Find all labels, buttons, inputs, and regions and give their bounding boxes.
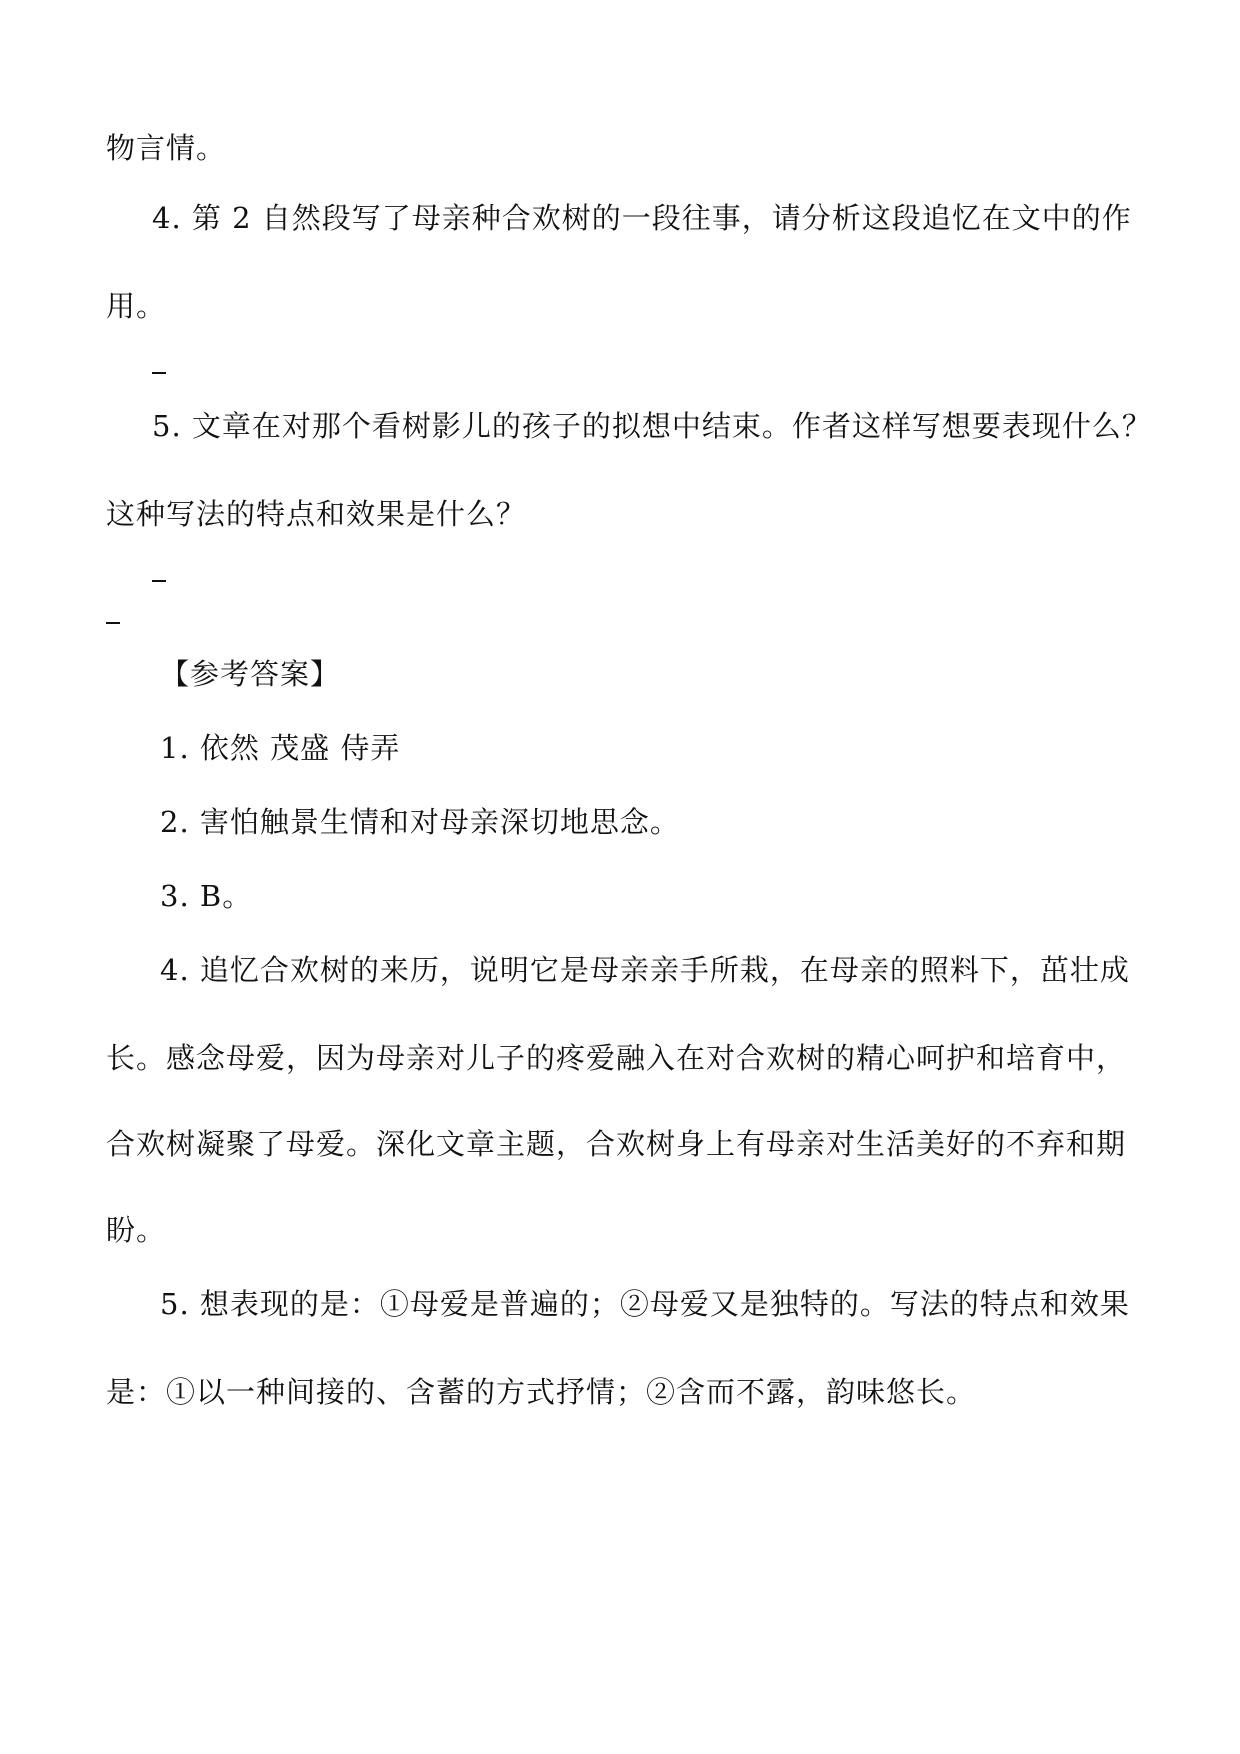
answer-2: 2. 害怕触景生情和对母亲深切地思念。 [160, 805, 680, 839]
answer-5-line-2: 是：①以一种间接的、含蓄的方式抒情；②含而不露，韵味悠长。 [106, 1375, 977, 1409]
answer-4-line-1: 4. 追忆合欢树的来历，说明它是母亲亲手所栽，在母亲的照料下，茁壮成 [160, 953, 1130, 987]
answer-4-line-4: 盼。 [106, 1213, 167, 1247]
answer-blank-5a [152, 580, 166, 582]
question-4-line-1: 4. 第 2 自然段写了母亲种合欢树的一段往事，请分析这段追忆在文中的作 [152, 201, 1132, 235]
answer-blank-5b [106, 622, 120, 624]
answers-heading: 【参考答案】 [160, 657, 341, 691]
answer-4-line-2: 长。感念母爱，因为母亲对儿子的疼爱融入在对合欢树的精心呵护和培育中， [106, 1041, 1127, 1075]
question-3-tail: 物言情。 [106, 131, 227, 165]
answer-blank-4 [152, 372, 166, 374]
question-4-line-2: 用。 [106, 289, 167, 323]
answer-5-line-1: 5. 想表现的是：①母爱是普遍的；②母爱又是独特的。写法的特点和效果 [160, 1287, 1130, 1321]
answer-1: 1. 依然 茂盛 侍弄 [160, 731, 401, 765]
answer-3: 3. B。 [160, 879, 253, 913]
question-5-line-1: 5. 文章在对那个看树影儿的孩子的拟想中结束。作者这样写想要表现什么？ [152, 409, 1152, 443]
answer-4-line-3: 合欢树凝聚了母爱。深化文章主题，合欢树身上有母亲对生活美好的不弃和期 [106, 1127, 1127, 1161]
question-5-line-2: 这种写法的特点和效果是什么？ [106, 497, 527, 531]
